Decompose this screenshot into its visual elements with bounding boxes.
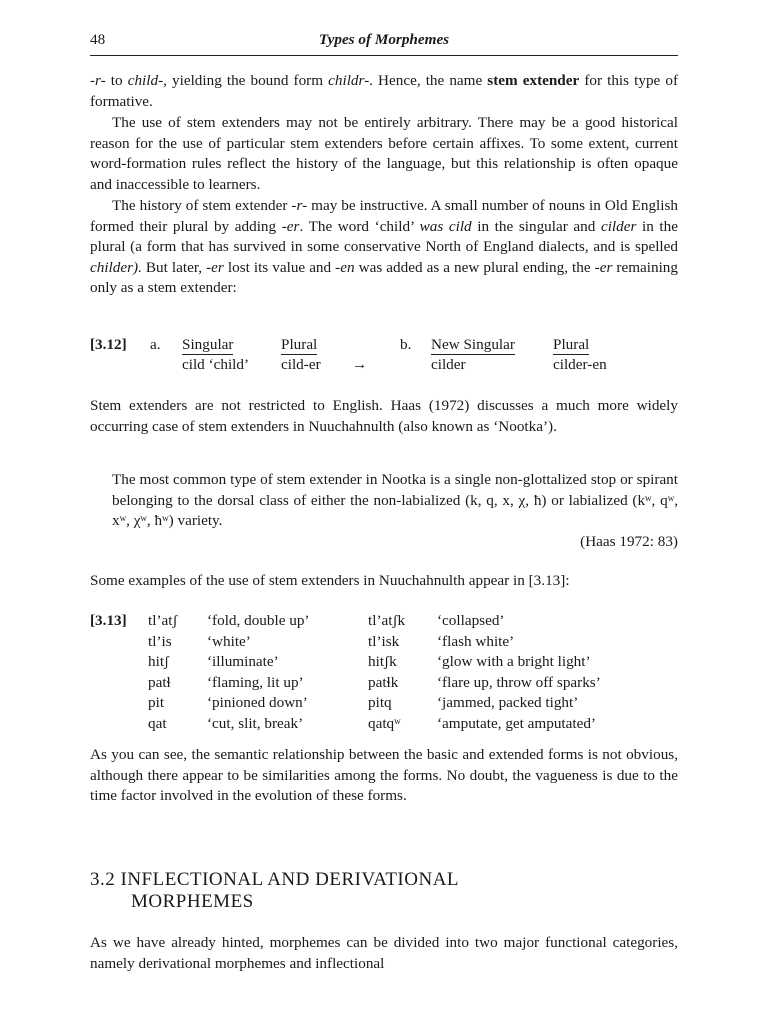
base-form: patɬ — [148, 673, 171, 691]
base-gloss: ‘flaming, lit up’ — [207, 673, 304, 691]
plural-value: cild-er — [281, 356, 321, 373]
paragraph-1 — [90, 71, 678, 112]
word-childer: childer). — [90, 258, 142, 276]
extended-form: pitq — [368, 694, 392, 712]
extended-form: qatqʷ — [368, 714, 401, 732]
morph-childr: childr- — [328, 72, 370, 89]
extended-form: tl’atʃk — [368, 612, 406, 629]
text-run: in the plural (a form that has survived in some conservative North of England dialects, and is spelled — [90, 217, 678, 256]
new-singular-value: cilder — [431, 356, 466, 373]
section-title-line1: INFLECTIONAL AND DERIVATIONAL — [120, 869, 460, 890]
quote-text: The most common type of stem extender in Nootka is a single non-glottalized stop or spirant belonging to the dorsal class of either the non-labialized (k, q, x, χ, ħ) or labialized (kʷ, qʷ, xʷ, χʷ, ħʷ) variety. — [112, 471, 678, 530]
base-form: tl’is — [148, 632, 172, 650]
word-cilder: cilder — [600, 217, 637, 235]
base-form: tl’atʃ — [148, 612, 178, 629]
arrow-icon: → — [352, 356, 368, 373]
morph-er: -er — [281, 217, 300, 235]
table-row — [90, 673, 678, 694]
new-singular-heading: New Singular — [431, 336, 515, 353]
text-run: The history of stem extender — [112, 197, 292, 214]
word-cild: was cild — [419, 217, 472, 235]
table-row — [90, 652, 678, 673]
section-heading — [90, 869, 678, 913]
plural-heading: Plural — [281, 336, 318, 353]
block-quote — [112, 470, 678, 552]
extended-form: patɬk — [368, 673, 399, 691]
extended-form: tl’isk — [368, 632, 400, 650]
base-form: pit — [148, 694, 165, 712]
text-run: for this type of formative. — [90, 72, 678, 110]
example-3-12 — [90, 335, 678, 379]
example-b-marker: b. — [400, 336, 412, 353]
example-label: [3.13] — [90, 612, 127, 629]
text-run: lost its value and — [223, 258, 336, 276]
page-number: 48 — [90, 31, 106, 48]
header-rule — [90, 55, 678, 56]
paragraph-3 — [90, 196, 678, 299]
table-row — [90, 632, 678, 653]
text-run: was added as a new plural ending, the — [354, 258, 595, 276]
morph-child: child- — [127, 72, 164, 89]
running-header — [90, 30, 678, 52]
section-number: 3.2 — [90, 869, 116, 890]
term-stem-extender: stem extender — [487, 72, 580, 89]
text-run: in the singular and — [471, 217, 601, 235]
table-row — [90, 693, 678, 714]
example-a-marker: a. — [150, 336, 161, 353]
morph-en: -en — [335, 258, 355, 276]
paragraph-4: Stem extenders are not restricted to English. Haas (1972) discusses a much more widely occurring case of stem extenders in Nuuchahnulth (also known as ‘Nootka’). — [90, 397, 678, 435]
extended-gloss: ‘flash white’ — [437, 632, 515, 650]
example-rows — [90, 611, 678, 735]
morph-r: -r- — [90, 72, 106, 89]
extended-gloss: ‘glow with a bright light’ — [437, 653, 591, 671]
paragraph-7: As we have already hinted, morphemes can be divided into two major functional categories, namely derivational morphemes and inflectional — [90, 934, 678, 972]
example-label: [3.12] — [90, 336, 127, 353]
text-run: . The word ‘child’ — [299, 217, 420, 235]
paragraph-6: As you can see, the semantic relationship between the basic and extended forms is not obvious, although there appear to be similarities among the forms. No doubt, the vagueness is due to the time factor involved in the evolution of these forms. — [90, 746, 678, 805]
extended-gloss: ‘flare up, throw off sparks’ — [437, 673, 601, 691]
extended-gloss: ‘collapsed’ — [437, 612, 505, 629]
base-gloss: ‘pinioned down’ — [207, 694, 308, 712]
base-gloss: ‘fold, double up’ — [207, 612, 310, 629]
paragraph-2: The use of stem extenders may not be entirely arbitrary. There may be a good historical reason for the use of particular stem extenders before certain affixes. To some extent, current word-formation rules reflect the history of the language, but this relationship is often opaque and inaccessible to learners. — [90, 114, 678, 193]
base-gloss: ‘illuminate’ — [207, 653, 279, 671]
morph-er: -er — [594, 258, 613, 276]
base-gloss: ‘white’ — [207, 632, 251, 650]
table-row — [90, 611, 678, 632]
running-title: Types of Morphemes — [318, 31, 450, 48]
quote-citation: (Haas 1972: 83) — [580, 532, 678, 550]
singular-heading: Singular — [182, 336, 234, 353]
table-row — [90, 714, 678, 735]
text-run: remaining only as a stem extender: — [90, 258, 678, 297]
morph-er: -er — [206, 258, 224, 276]
text-run: But later, — [141, 258, 207, 276]
singular-value: cild ‘child’ — [182, 356, 250, 373]
base-gloss: ‘cut, slit, break’ — [207, 714, 304, 732]
extended-gloss: ‘amputate, get amputated’ — [437, 714, 596, 732]
text-run: . Hence, the name — [369, 72, 488, 89]
plural-heading-b: Plural — [553, 336, 590, 353]
text-run: to — [105, 72, 128, 89]
extended-gloss: ‘jammed, packed tight’ — [437, 694, 579, 712]
plural-value-b: cilder-en — [553, 356, 607, 373]
morph-r: -r- — [291, 197, 308, 214]
section-title-line2: MORPHEMES — [131, 891, 254, 912]
base-form: qat — [148, 714, 167, 732]
extended-form: hitʃk — [368, 653, 397, 671]
text-run: , yielding the bound form — [163, 72, 329, 89]
text-run: may be instructive. A small number of nouns in Old English formed their plural by adding — [90, 197, 679, 235]
base-form: hitʃ — [148, 653, 170, 671]
paragraph-5: Some examples of the use of stem extenders in Nuuchahnulth appear in [3.13]: — [90, 572, 570, 589]
